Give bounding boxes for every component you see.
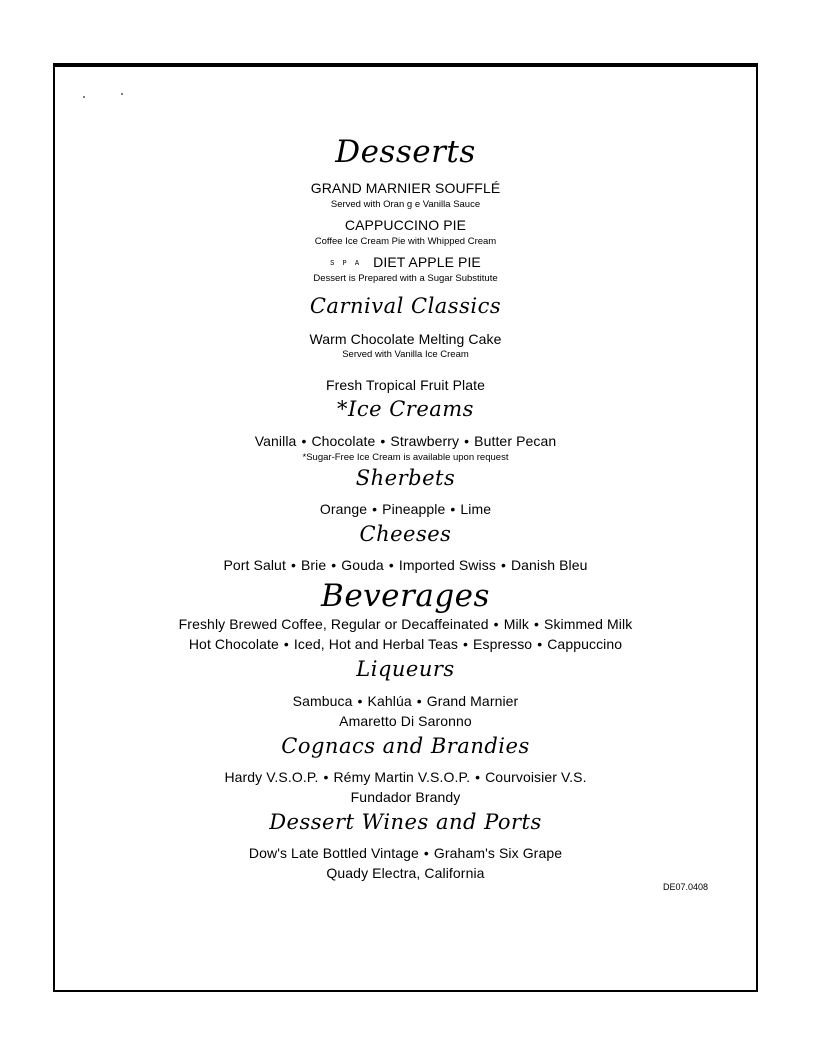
ice-creams-heading: *Ice Creams [337,397,474,421]
dessert-wines-heading: Dessert Wines and Ports [269,810,542,834]
list-item: Courvoisier V.S. [485,769,587,785]
bullet-separator: • [380,433,386,449]
menu-item-desc: Served with Vanilla Ice Cream [342,349,469,360]
cheeses-heading: Cheeses [359,522,452,546]
bullet-separator: • [537,636,543,652]
cognacs-heading: Cognacs and Brandies [281,734,530,758]
menu-item-name: Fresh Tropical Fruit Plate [326,377,485,393]
menu-item-desc: Coffee Ice Cream Pie with Whipped Cream [314,236,497,247]
list-item: Dow's Late Bottled Vintage [248,845,419,861]
liqueur-list [55,693,756,709]
list-item: Pineapple [382,501,446,517]
list-item: Sambuca [292,693,353,709]
bullet-separator: • [283,636,289,652]
list-item: Rémy Martin V.S.O.P. [333,769,471,785]
spa-logo: S P A [330,260,362,268]
bullet-separator: • [331,557,337,573]
beverages-heading: Beverages [321,578,490,614]
list-item: Danish Bleu [510,557,588,573]
desserts-heading: Desserts [335,134,476,170]
bullet-separator: • [463,636,469,652]
list-item: Quady Electra, California [326,865,485,881]
list-item: Strawberry [390,433,460,449]
bullet-separator: • [500,557,506,573]
list-item: Espresso [473,636,533,652]
cheese-list [55,557,756,573]
menu-item-diet-apple-pie [55,254,756,270]
bullet-separator: • [388,557,394,573]
list-item: Iced, Hot and Herbal Teas [293,636,459,652]
bullet-separator: • [323,769,329,785]
beverage-list-1 [55,616,756,632]
list-item: Imported Swiss [398,557,496,573]
scan-speck [121,93,123,95]
list-item: Amaretto Di Saronno [339,713,472,729]
list-item: Graham's Six Grape [433,845,563,861]
list-item: Brie [300,557,327,573]
list-item: Gouda [341,557,384,573]
list-item: Kahlúa [367,693,412,709]
menu-item-desc: Served with Oran g e Vanilla Sauce [330,199,481,210]
list-item: Port Salut [223,557,286,573]
list-item: Milk [503,616,529,632]
carnival-classics-heading: Carnival Classics [309,294,502,318]
beverage-list-2 [55,636,756,652]
bullet-separator: • [357,693,363,709]
bullet-separator: • [301,433,307,449]
menu-item-desc: Dessert is Prepared with a Sugar Substitute [313,273,498,284]
list-item: Chocolate [311,433,376,449]
cognac-list [55,769,756,785]
bullet-separator: • [416,693,422,709]
document-code: DE07.0408 [663,882,709,892]
list-item: Vanilla [254,433,297,449]
menu-item-name: GRAND MARNIER SOUFFLÉ [310,180,501,196]
list-item: Cappuccino [547,636,623,652]
bullet-separator: • [372,501,378,517]
list-item: Hardy V.S.O.P. [224,769,319,785]
list-item: Orange [319,501,368,517]
menu-item-name: CAPPUCCINO PIE [344,217,467,233]
list-item: Grand Marnier [426,693,519,709]
bullet-separator: • [475,769,481,785]
ice-cream-list [55,433,756,449]
bullet-separator: • [450,501,456,517]
bullet-separator: • [423,845,429,861]
bullet-separator: • [533,616,539,632]
list-item: Hot Chocolate [188,636,279,652]
ice-cream-note: *Sugar-Free Ice Cream is available upon request [302,452,509,463]
list-item: Skimmed Milk [544,616,633,632]
list-item: Lime [460,501,492,517]
list-item: Butter Pecan [474,433,557,449]
sherbets-heading: Sherbets [355,466,456,490]
dessert-wine-list [55,845,756,861]
bullet-separator: • [464,433,470,449]
list-item: Fundador Brandy [350,789,461,805]
liqueurs-heading: Liqueurs [356,657,455,681]
sherbet-list [55,501,756,517]
bullet-separator: • [290,557,296,573]
scan-speck [83,96,85,98]
menu-item-name: Warm Chocolate Melting Cake [309,331,502,347]
menu-item-name: DIET APPLE PIE [373,254,481,270]
bullet-separator: • [493,616,499,632]
list-item: Freshly Brewed Coffee, Regular or Decaffeinated [178,616,489,632]
